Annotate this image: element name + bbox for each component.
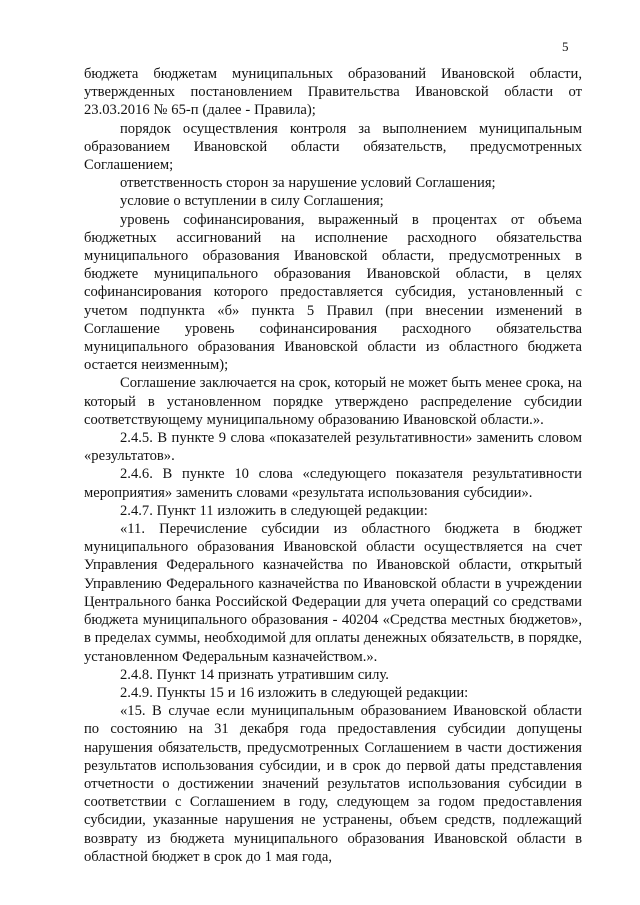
paragraph: бюджета бюджетам муниципальных образований Ивановской области, утвержденных постановлением Правительства Ивановской области от 23.03.2016 № 65-п (далее - Правила); <box>84 66 582 119</box>
paragraph: порядок осуществления контроля за выполнением муниципальным образованием Ивановской области обязательств, предусмотренных Соглашением; <box>84 120 582 174</box>
paragraph: условие о вступлении в силу Соглашения; <box>120 193 384 210</box>
paragraph: «15. В случае если муниципальным образованием Ивановской области по состоянию на 31 декабря года предоставления субсидии допущены нарушения обязательств, предусмотренных Соглашением в части достижения результатов использования субсидии, и в срок до первой даты представления отчетности о достижении значений результатов использования субсидии в соответствии с Соглашением в году, следующем за годом предоставления субсидии, указанные нарушения не устранены, объем средств, подлежащий возврату из бюджета муниципального образования Ивановской области в областной бюджет в срок до 1 мая года, <box>84 703 582 865</box>
paragraph: 2.4.7. Пункт 11 изложить в следующей редакции: <box>120 502 428 519</box>
paragraph: уровень софинансирования, выраженный в процентах от объема бюджетных ассигнований на исполнение расходного обязательства муниципального образования Ивановской области, предусмотренных в бюджете муниципального образования Ивановской области, в целях софинансирования которого предоставляется субсидия, установленный с учетом подпункта «б» пункта 5 Правил (при внесении изменений в Соглашение уровень софинансирования расходного обязательства муниципального образования Ивановской области из областного бюджета остается неизменным); <box>84 211 582 374</box>
paragraph: Соглашение заключается на срок, который не может быть менее срока, на который в установленном порядке утверждено распределение субсидии соответствующему муниципальному образованию Ивановской области.». <box>84 375 582 428</box>
paragraph: 2.4.5. В пункте 9 слова «показателей результативности» заменить словом «результатов». <box>84 430 582 465</box>
paragraph: ответственность сторон за нарушение условий Соглашения; <box>120 175 496 192</box>
paragraph: 2.4.8. Пункт 14 признать утратившим силу. <box>120 666 389 683</box>
paragraph: 2.4.9. Пункты 15 и 16 изложить в следующей редакции: <box>120 684 469 701</box>
paragraph: «11. Перечисление субсидии из областного бюджета в бюджет муниципального образования Ивановской области осуществляется на счет Управления Федерального казначейства по Ивановской области, открытый Управлению Федерального казначейства по Ивановской области в учреждении Центрального банка Российской Федерации для учета операций со средствами бюджета муниципального образования - 40204 «Средства местных бюджетов», в пределах суммы, необходимой для оплаты денежных обязательств, в порядке, установленном Федеральным казначейством.». <box>84 521 582 665</box>
paragraph: 2.4.6. В пункте 10 слова «следующего показателя результативности мероприятия» заменить словами «результата использования субсидии». <box>84 466 582 501</box>
document-body <box>84 65 582 866</box>
page-number: 5 <box>562 39 569 54</box>
